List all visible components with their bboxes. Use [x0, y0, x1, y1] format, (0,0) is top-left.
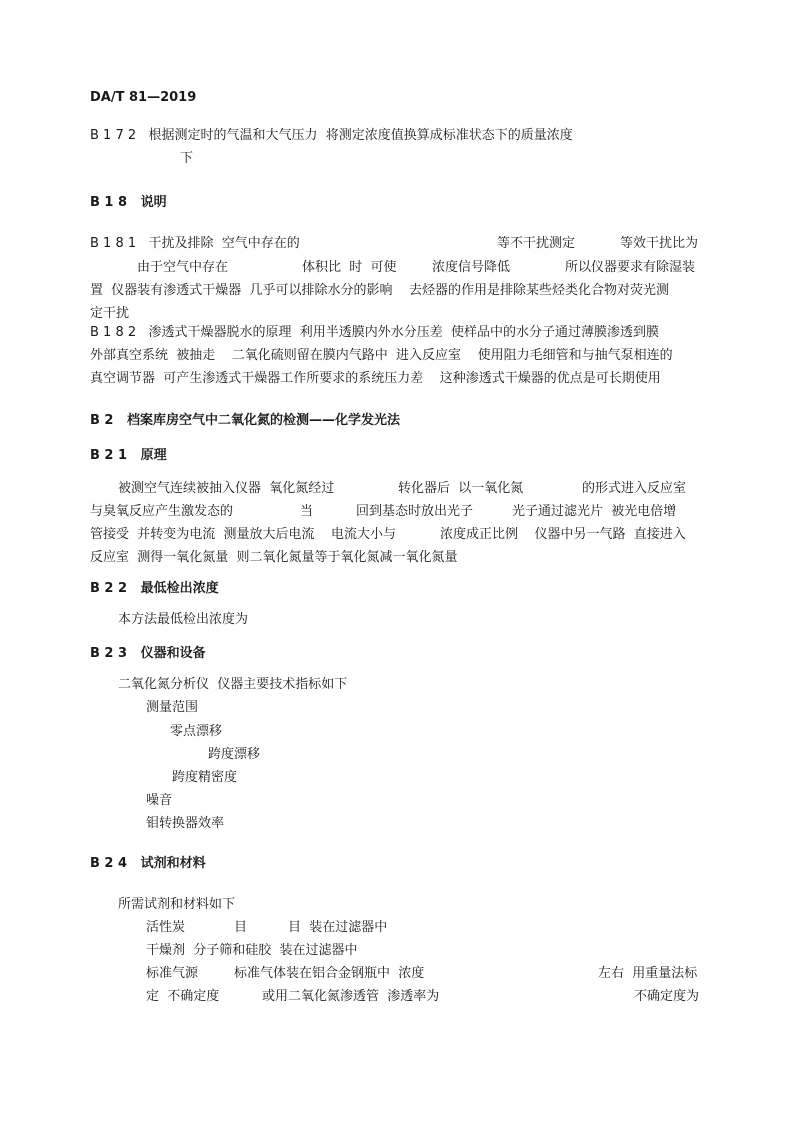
spec-zero-drift: 零点漂移 [170, 724, 223, 739]
material-std-gas-line2: 定 不确定度 [146, 989, 220, 1004]
clause-b172-line2: 下 [180, 151, 194, 166]
clause-b181-line1-part3: 等效干扰比为 [620, 236, 699, 251]
clause-b24-line1: 所需试剂和材料如下 [118, 897, 236, 912]
material-std-gas-part2: 标准气体装在铝合金钢瓶中 浓度 [234, 966, 425, 981]
spec-mo-efficiency: 钼转换器效率 [146, 816, 225, 831]
material-std-gas-part3: 左右 用重量法标 [598, 966, 698, 981]
doc-id: DA/T 81—2019 [90, 90, 197, 105]
clause-b21-line2-part3: 回到基态时放出光子 [356, 504, 474, 519]
material-std-gas: 标准气源 [146, 966, 199, 981]
spec-measure-range: 测量范围 [146, 700, 199, 715]
material-carbon-part2: 目 [234, 920, 248, 935]
clause-b181-line4: 定干扰 [90, 306, 130, 321]
clause-b21-line1-part3: 的形式进入反应室 [582, 481, 687, 496]
section-b21-title: B 2 1 原理 [90, 448, 167, 463]
spec-noise: 噪音 [146, 793, 173, 808]
clause-b21-line2-part2: 当 [300, 504, 314, 519]
clause-b23-line1: 二氧化氮分析仪 仪器主要技术指标如下 [118, 677, 348, 692]
material-std-gas-line2-part2: 或用二氧化氮渗透管 渗透率为 [262, 989, 440, 1004]
clause-b21-line4: 反应室 测得一氧化氮量 则二氧化氮量等于氧化氮减一氧化氮量 [90, 550, 458, 565]
clause-b182-line3: 真空调节器 可产生渗透式干燥器工作所要求的系统压力差 这种渗透式干燥器的优点是可长期使用 [90, 371, 661, 386]
clause-b181-line1: B 1 8 1 干扰及排除 空气中存在的 [90, 236, 300, 251]
section-b23-title: B 2 3 仪器和设备 [90, 646, 206, 661]
clause-b21-line2: 与臭氧反应产生激发态的 [90, 504, 234, 519]
section-b2-title: B 2 档案库房空气中二氧化氮的检测——化学发光法 [90, 413, 401, 428]
spec-span-drift: 跨度漂移 [208, 747, 261, 762]
clause-b21-line3-part2: 浓度成正比例 仪器中另一气路 直接进入 [440, 527, 686, 542]
clause-b182-line1: B 1 8 2 渗透式干燥器脱水的原理 利用半透膜内外水分压差 使样品中的水分子通过薄膜渗透到膜 [90, 325, 660, 340]
clause-b22-line1: 本方法最低检出浓度为 [118, 612, 249, 627]
section-b18-title: B 1 8 说明 [90, 195, 167, 210]
section-b22-title: B 2 2 最低检出浓度 [90, 581, 219, 596]
clause-b181-line2-part4: 所以仪器要求有除湿装 [565, 260, 696, 275]
spec-span-precision: 跨度精密度 [172, 770, 238, 785]
section-b24-title: B 2 4 试剂和材料 [90, 856, 206, 871]
clause-b182-line2: 外部真空系统 被抽走 二氧化硫则留在膜内气路中 进入反应室 使用阻力毛细管和与抽气泵相连的 [90, 348, 673, 363]
clause-b21-line3: 管接受 并转变为电流 测量放大后电流 电流大小与 [90, 527, 397, 542]
clause-b181-line1-part2: 等不干扰测定 [497, 236, 576, 251]
clause-b21-line2-part4: 光子通过滤光片 被光电倍增 [512, 504, 677, 519]
material-std-gas-line2-part3: 不确定度为 [634, 989, 700, 1004]
material-carbon: 活性炭 [146, 920, 186, 935]
clause-b181-line2: 由于空气中存在 [137, 260, 229, 275]
clause-b21-line1: 被测空气连续被抽入仪器 氧化氮经过 [118, 481, 335, 496]
material-carbon-part3: 目 装在过滤器中 [288, 920, 388, 935]
material-desiccant: 干燥剂 分子筛和硅胶 装在过滤器中 [146, 943, 358, 958]
clause-b181-line2-part2: 体积比 时 可使 [302, 260, 397, 275]
clause-b21-line1-part2: 转化器后 以一氧化氮 [398, 481, 524, 496]
clause-b181-line2-part3: 浓度信号降低 [432, 260, 511, 275]
clause-b181-line3: 置 仪器装有渗透式干燥器 几乎可以排除水分的影响 去烃器的作用是排除某些烃类化合物对荧光测 [90, 283, 670, 298]
clause-b172-line1: B 1 7 2 根据测定时的气温和大气压力 将测定浓度值换算成标准状态下的质量浓度 [90, 128, 573, 143]
